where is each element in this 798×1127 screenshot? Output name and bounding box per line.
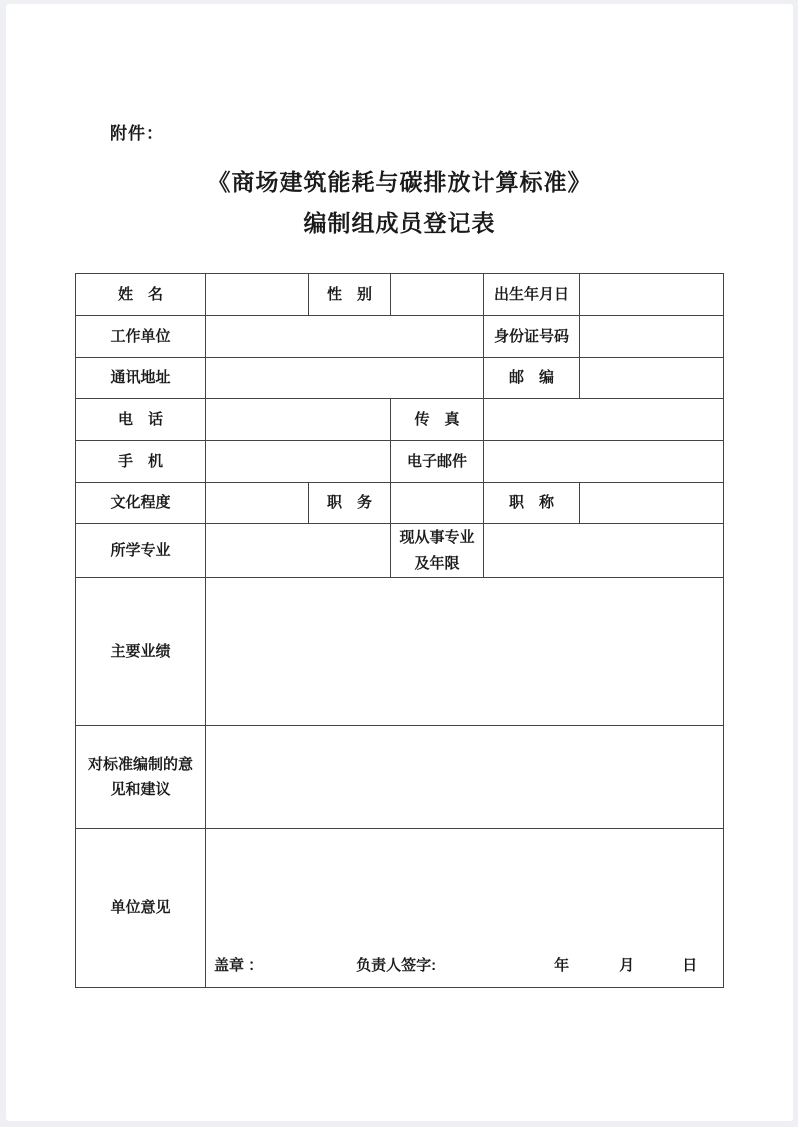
education-input[interactable] <box>206 483 309 524</box>
professional-title-input[interactable] <box>580 483 724 524</box>
postcode-label: 邮 编 <box>484 358 580 399</box>
opinions-suggestions-input[interactable] <box>206 726 724 829</box>
major-studied-label: 所学专业 <box>76 524 206 578</box>
name-label: 姓 名 <box>76 274 206 316</box>
address-input[interactable] <box>206 358 484 399</box>
email-input[interactable] <box>484 441 724 483</box>
birthdate-label: 出生年月日 <box>484 274 580 316</box>
signature-line <box>214 954 719 975</box>
id-number-input[interactable] <box>580 316 724 358</box>
attachment-label: 附件： <box>110 124 164 143</box>
unit-opinion-input[interactable] <box>206 829 724 988</box>
day-label: 日 <box>682 957 698 974</box>
name-input[interactable] <box>206 274 309 316</box>
professional-title-label: 职 称 <box>484 483 580 524</box>
position-label: 职 务 <box>309 483 391 524</box>
email-label: 电子邮件 <box>391 441 484 483</box>
current-major-years-label: 现从事专业及年限 <box>391 524 484 578</box>
main-achievements-label: 主要业绩 <box>76 578 206 726</box>
document-title-line1: 《商场建筑能耗与碳排放计算标准》 <box>207 169 592 195</box>
id-number-label: 身份证号码 <box>484 316 580 358</box>
main-achievements-input[interactable] <box>206 578 724 726</box>
postcode-input[interactable] <box>580 358 724 399</box>
work-unit-label: 工作单位 <box>76 316 206 358</box>
gender-input[interactable] <box>391 274 484 316</box>
signer-label: 负责人签字: <box>356 957 437 974</box>
position-input[interactable] <box>391 483 484 524</box>
gender-label: 性 别 <box>309 274 391 316</box>
document-page <box>6 4 793 1121</box>
education-label: 文化程度 <box>76 483 206 524</box>
fax-label: 传 真 <box>391 399 484 441</box>
fax-input[interactable] <box>484 399 724 441</box>
current-major-years-input[interactable] <box>484 524 724 578</box>
birthdate-input[interactable] <box>580 274 724 316</box>
stamp-label: 盖章 ： <box>214 957 264 974</box>
address-label: 通讯地址 <box>76 358 206 399</box>
mobile-label: 手 机 <box>76 441 206 483</box>
mobile-input[interactable] <box>206 441 391 483</box>
work-unit-input[interactable] <box>206 316 484 358</box>
year-label: 年 <box>554 957 570 974</box>
document-title-line2: 编制组成员登记表 <box>303 210 496 236</box>
registration-form-table <box>75 273 724 988</box>
phone-input[interactable] <box>206 399 391 441</box>
month-label: 月 <box>619 957 635 974</box>
opinions-suggestions-label: 对标准编制的意见和建议 <box>76 726 206 829</box>
unit-opinion-label: 单位意见 <box>76 829 206 988</box>
phone-label: 电 话 <box>76 399 206 441</box>
major-studied-input[interactable] <box>206 524 391 578</box>
